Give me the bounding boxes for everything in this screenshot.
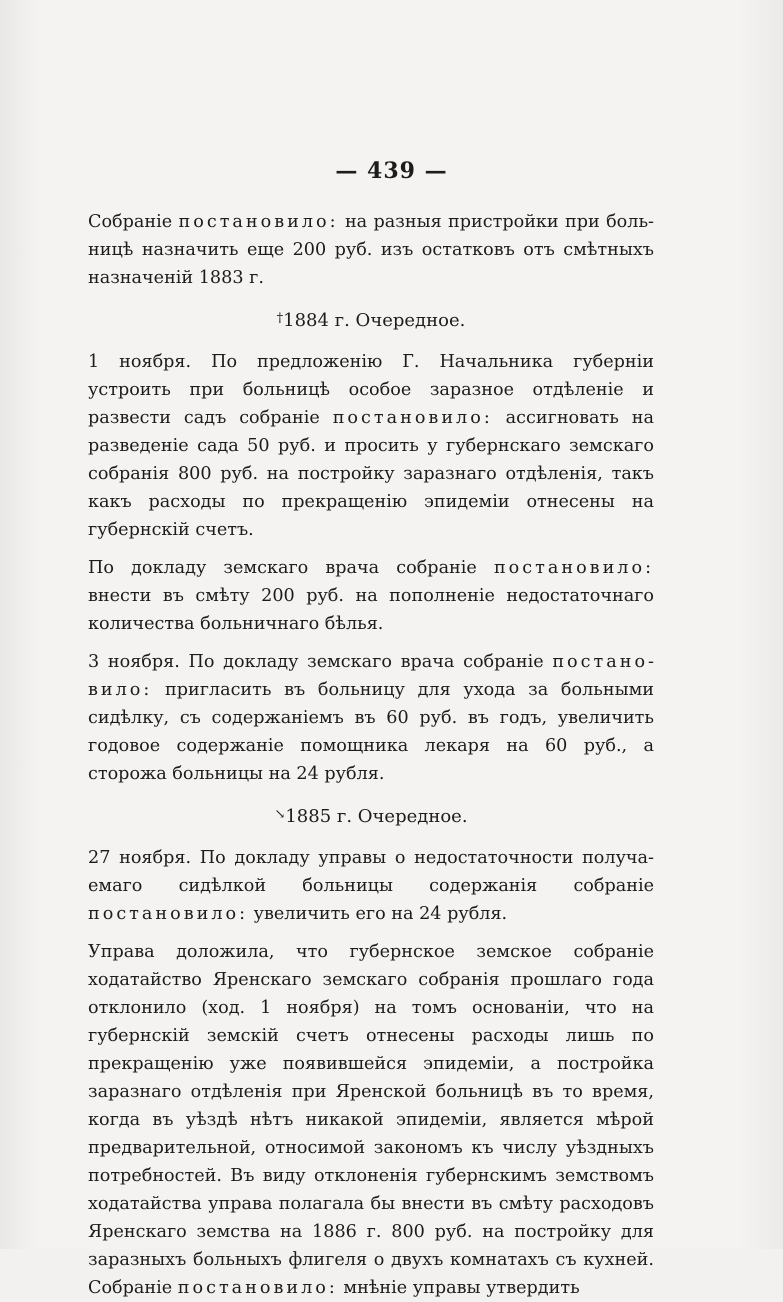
paragraph-4-lead: 3 ноября. По докладу земскаго врача собраніе — [88, 652, 553, 672]
margin-mark-icon: † — [276, 311, 284, 326]
paragraph-3-lead: По докладу земскаго врача собраніе — [88, 558, 494, 578]
paragraph-2 — [88, 348, 654, 544]
paragraph-4-text: пригласить въ больницу для ухода за больными сидѣлку, съ содержаніемъ въ 60 руб. въ годъ, увеличить годовое содержаніе помощника лекаря на 60 руб., а сторожа больницы на 24 рубля. — [88, 680, 654, 784]
paragraph-4-resolution: постановило: — [88, 652, 654, 700]
heading-1884 — [88, 305, 654, 335]
paragraph-1-resolution: постановило: — [178, 212, 339, 232]
paragraph-6 — [88, 938, 654, 1302]
paragraph-2-resolution: постановило: — [332, 408, 493, 428]
paragraph-4 — [88, 648, 654, 788]
paragraph-1-lead: Собраніе — [88, 212, 179, 232]
paragraph-2-text: ассигновать на разведеніе сада 50 руб. и просить у губернскаго земскаго собранія 800 руб. на постройку заразнаго отдѣленія, такъ какъ расходы по прекращенію эпидеміи отнесены на губернскій счетъ. — [88, 408, 654, 540]
paragraph-5 — [88, 844, 654, 928]
paragraph-1-text: на разныя пристройки при больницѣ назначить еще 200 руб. изъ остатковъ отъ смѣтныхъ назначеній 1883 г. — [88, 212, 654, 288]
spacer — [88, 638, 654, 648]
paragraph-1 — [88, 208, 654, 292]
paragraph-5-text: увеличить его на 24 рубля. — [248, 904, 508, 924]
page-number: — 439 — — [335, 158, 448, 184]
paragraph-2-lead: 1 ноября. По предложенію Г. Начальника губерніи устроить при больницѣ особое заразное отдѣленіе и развести садъ собраніе — [88, 352, 654, 428]
heading-1885 — [88, 801, 654, 831]
paragraph-5-lead: 27 ноября. По докладу управы о недостаточности получаемаго сидѣлкой больницы содержанія собраніе — [88, 848, 654, 896]
paragraph-6-text: Управа доложила, что губернское земское собраніе ходатайство Яренскаго земскаго собранія прошлаго года отклонило (ход. 1 ноября) на томъ основаніи, что на губернскій земскій счетъ отнесены расходы лишь по прекращенію уже появившейся эпидеміи, а постройка заразнаго отдѣленія при Яренской больницѣ въ то время, когда въ уѣздѣ нѣтъ никакой эпидеміи, является мѣрой предварительной, относимой закономъ къ числу уѣздныхъ потребностей. Въ виду отклоненія губернскимъ земствомъ ходатайства управа полагала бы внести въ смѣту расходовъ Яренскаго земства на 1886 г. 800 руб. на постройку для заразныхъ больныхъ флигеля о двухъ комнатахъ съ кухней. Собраніе — [88, 942, 654, 1298]
heading-1885-text: 1885 г. Очередное. — [285, 806, 468, 827]
document-body — [88, 208, 654, 1302]
paragraph-5-resolution: постановило: — [88, 904, 249, 924]
margin-mark-icon: ↘ — [274, 807, 286, 822]
spacer — [88, 544, 654, 554]
paragraph-3-resolution: постановило: — [493, 558, 654, 578]
heading-1884-text: 1884 г. Очередное. — [283, 310, 466, 331]
paragraph-6-resolution: постановило: — [177, 1278, 338, 1298]
spacer — [88, 928, 654, 938]
paragraph-3-text: внести въ смѣту 200 руб. на пополненіе недостаточнаго количества больничнаго бѣлья. — [88, 586, 654, 634]
paragraph-3 — [88, 554, 654, 638]
paragraph-6-rest: мнѣніе управы утвердить — [337, 1278, 580, 1298]
